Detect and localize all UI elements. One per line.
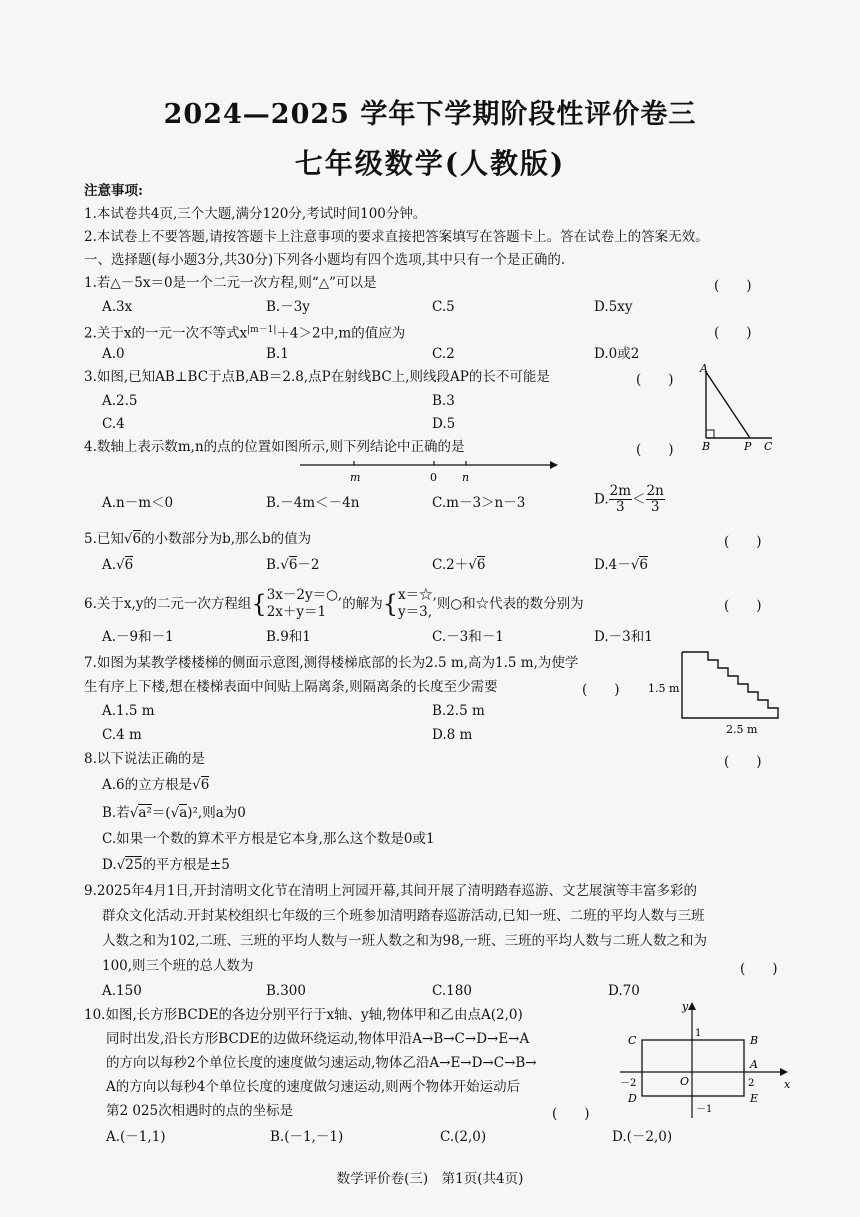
q4-option-d-prefix: D. [594, 491, 609, 508]
q1-option-d: D.5xy [594, 299, 633, 315]
q1-option-a: A.3x [102, 299, 133, 315]
q10-stem-line-4: A的方向以每秒4个单位长度的速度做匀速运动,则两个物体开始运动后 [106, 1079, 521, 1095]
q5-option-b: B.√6－2 [266, 557, 320, 573]
q9-answer-bracket: ( ) [740, 961, 778, 977]
q5-option-a: A.√6 [102, 557, 134, 573]
q10-stem-line-5: 第2 025次相遇时的点的坐标是 [106, 1103, 294, 1119]
q10-option-c: C.(2,0) [440, 1129, 487, 1145]
q10-answer-bracket: ( ) [552, 1106, 590, 1122]
q10-label-e: E [750, 1092, 759, 1105]
q5-stem-part1: 5.已知 [84, 531, 124, 547]
q5-stem-part2: 的小数部分为b,那么b的值为 [141, 531, 312, 547]
q8-b-middle: ＝( [151, 805, 171, 821]
q4-axis-m: m [350, 471, 361, 484]
q9-option-b: B.300 [266, 983, 306, 999]
q8-b-radicand-2: a [179, 805, 188, 821]
q6-option-a: A.－9和－1 [102, 629, 174, 645]
q6-answer-bracket: ( ) [724, 598, 762, 614]
q10-label-a: A [750, 1058, 758, 1071]
notice-heading: 注意事项: [84, 183, 143, 199]
q2-stem-part1: 2.关于x的一元一次不等式x [84, 325, 248, 342]
q7-staircase-figure [644, 646, 784, 738]
q8-d-radicand: 25 [125, 857, 143, 873]
notice-item-1: 1.本试卷共4页,三个大题,满分120分,考试时间100分钟。 [84, 206, 427, 222]
q4-option-b: B.－4m＜－4n [266, 495, 360, 511]
q10-tick-1: 1 [695, 1028, 702, 1039]
q8-option-c: C.如果一个数的算术平方根是它本身,那么这个数是0或1 [102, 831, 435, 847]
q10-axis-x: x [784, 1078, 791, 1091]
q8-option-a: A.6的立方根是√6 [102, 777, 210, 793]
q6-stem-part1: 6.关于x,y的二元一次方程组 [84, 596, 252, 612]
q4-option-d [594, 484, 665, 515]
q8-a-radicand: 6 [200, 777, 210, 793]
q5-radicand: 6 [132, 531, 142, 547]
q2-stem [84, 321, 405, 343]
q5-c-prefix: C.2＋ [432, 557, 469, 573]
q10-stem-line-2: 同时出发,沿长方形BCDE的边做环绕运动,物体甲沿A→B→C→D→E→A [106, 1031, 530, 1047]
q9-stem-line-3: 人数之和为102,二班、三班的平均人数与一班人数之和为98,一班、三班的平均人数与二班人数之和为 [102, 933, 708, 949]
q5-b-prefix: B. [266, 557, 281, 573]
q3-option-c: C.4 [102, 416, 125, 432]
q4-d-denominator-2: 3 [650, 499, 660, 515]
q5-c-radicand: 6 [476, 557, 486, 573]
notice-item-2: 2.本试卷上不要答题,请按答题卡上注意事项的要求直接把答案填写在答题卡上。答在试卷上的答案无效。 [84, 229, 709, 245]
q6-option-b: B.9和1 [266, 629, 311, 645]
q8-b-prefix: B.若 [102, 805, 130, 821]
q10-tick-neg2: －2 [620, 1078, 637, 1089]
q6-solution-2: y＝3, [397, 604, 432, 620]
q5-a-radicand: 6 [124, 557, 134, 573]
q4-number-line [296, 455, 562, 485]
page-title: 2024—2025 学年下学期阶段性评价卷三 [163, 99, 697, 130]
q4-d-operator: ＜ [632, 491, 646, 508]
section-heading: 一、选择题(每小题3分,共30分)下列各小题均有四个选项,其中只有一个是正确的. [84, 252, 566, 268]
q2-answer-bracket: ( ) [714, 325, 752, 341]
q5-a-prefix: A. [102, 557, 117, 573]
q10-option-d: D.(－2,0) [612, 1129, 673, 1145]
q2-option-d: D.0或2 [594, 346, 640, 362]
q3-label-p: P [744, 440, 752, 452]
q1-option-b: B.－3y [266, 299, 310, 315]
q9-option-a: A.150 [102, 983, 142, 999]
q9-option-c: C.180 [432, 983, 472, 999]
q3-option-a: A.2.5 [102, 393, 138, 409]
q7-option-d: D.8 m [432, 727, 473, 743]
q10-coordinate-figure [614, 998, 794, 1124]
q10-axis-y: y [682, 1000, 689, 1013]
q6-stem-part3: 则○和☆代表的数分别为 [436, 596, 584, 612]
q4-d-numerator-2: 2n [646, 483, 664, 499]
q9-stem-line-4: 100,则三个班的总人数为 [102, 958, 254, 974]
q2-option-a: A.0 [102, 346, 125, 362]
q5-b-suffix: －2 [297, 557, 320, 573]
q2-option-c: C.2 [432, 346, 455, 362]
q9-stem-line-2: 群众文化活动.开封某校组织七年级的三个班参加清明踏春巡游活动,已知一班、二班的平均人数与三班 [102, 908, 705, 924]
q2-option-b: B.1 [266, 346, 289, 362]
q3-option-d: D.5 [432, 416, 456, 432]
q6-solution-1: x＝☆, [397, 587, 437, 603]
q10-label-c: C [628, 1034, 637, 1047]
q10-label-d: D [628, 1092, 637, 1105]
q3-stem: 3.如图,已知AB⊥BC于点B,AB＝2.8,点P在射线BC上,则线段AP的长不可能是 [84, 369, 550, 385]
q6-option-d: D.－3和1 [594, 629, 653, 645]
q4-option-c: C.m－3＞n－3 [432, 495, 526, 511]
q7-option-c: C.4 m [102, 727, 142, 743]
q3-label-a: A [700, 362, 708, 375]
q10-option-a: A.(－1,1) [106, 1129, 166, 1145]
q7-answer-bracket: ( ) [582, 682, 620, 698]
q10-origin: O [680, 1075, 690, 1088]
q1-answer-bracket: ( ) [714, 278, 752, 294]
q7-height-label: 1.5 m [648, 682, 680, 695]
q5-d-prefix: D.4－ [594, 557, 631, 573]
q10-stem-line-3: 的方向以每秒2个单位长度的速度做匀速运动,物体乙沿A→E→D→C→B→ [106, 1055, 537, 1071]
q7-option-b: B.2.5 m [432, 703, 485, 719]
q10-tick-neg1: －1 [696, 1104, 713, 1115]
q1-stem: 1.若△－5x＝0是一个二元一次方程,则“△”可以是 [84, 275, 377, 291]
q8-answer-bracket: ( ) [724, 754, 762, 770]
q6-equation-1: 3x－2y＝○, [266, 587, 343, 603]
q4-answer-bracket: ( ) [636, 442, 674, 458]
q5-stem: 5.已知√6的小数部分为b,那么b的值为 [84, 531, 312, 547]
q7-stem-line-1: 7.如图为某教学楼楼梯的侧面示意图,测得楼梯底部的长为2.5 m,高为1.5 m,为使学 [84, 655, 579, 671]
q2-stem-part2: ＋4＞2中,m的值应为 [276, 325, 406, 342]
q4-axis-n: n [462, 471, 470, 484]
q8-stem: 8.以下说法正确的是 [84, 751, 205, 767]
q8-option-d: D.√25的平方根是±5 [102, 857, 230, 873]
q3-label-b: B [702, 440, 711, 452]
q10-stem-line-1: 10.如图,长方形BCDE的各边分别平行于x轴、y轴,物体甲和乙由点A(2,0) [84, 1007, 523, 1023]
q5-answer-bracket: ( ) [724, 534, 762, 550]
page-subtitle: 七年级数学(人教版) [294, 147, 566, 180]
q4-option-a: A.n－m＜0 [102, 495, 174, 511]
q8-b-radicand: a² [138, 805, 152, 821]
q6-equation-2: 2x＋y＝1 [266, 604, 327, 620]
q5-option-c: C.2＋√6 [432, 557, 486, 573]
page-footer: 数学评价卷(三) 第1页(共4页) [336, 1171, 524, 1187]
q1-option-c: C.5 [432, 299, 455, 315]
q5-option-d: D.4－√6 [594, 557, 648, 573]
q10-tick-2: 2 [748, 1078, 755, 1089]
q8-b-suffix: )²,则a为0 [187, 805, 246, 821]
q6-stem: 6.关于x,y的二元一次方程组{ 3x－2y＝○, 2x＋y＝1 的解为{ x＝☆, y＝3, 则○和☆代表的数分别为 [84, 587, 584, 620]
q4-d-numerator-1: 2m [609, 483, 632, 499]
q8-option-b: B.若√a²＝(√a)²,则a为0 [102, 805, 246, 821]
q5-b-radicand: 6 [288, 557, 298, 573]
q4-axis-zero: 0 [430, 471, 437, 484]
q5-d-radicand: 6 [639, 557, 648, 573]
q10-option-b: B.(－1,－1) [270, 1129, 344, 1145]
q3-option-b: B.3 [432, 393, 455, 409]
q7-width-label: 2.5 m [726, 723, 758, 736]
q8-d-suffix: 的平方根是±5 [142, 857, 230, 873]
q8-a-prefix: A.6的立方根是 [102, 777, 193, 793]
q7-option-a: A.1.5 m [102, 703, 155, 719]
q2-exponent: |m－1| [247, 325, 277, 335]
q9-stem-line-1: 9.2025年4月1日,开封清明文化节在清明上河园开幕,其间开展了清明踏春巡游、文艺展演等丰富多彩的 [84, 883, 697, 899]
q4-d-denominator-1: 3 [616, 499, 625, 515]
q3-label-c: C [764, 440, 773, 452]
q3-answer-bracket: ( ) [636, 372, 674, 388]
q8-d-prefix: D. [102, 857, 117, 873]
q4-stem: 4.数轴上表示数m,n的点的位置如图所示,则下列结论中正确的是 [84, 439, 465, 455]
q6-option-c: C.－3和－1 [432, 629, 504, 645]
q3-triangle-figure [692, 360, 782, 452]
q9-option-d: D.70 [608, 983, 640, 999]
q6-stem-part2: 的解为 [342, 596, 383, 612]
q7-stem-line-2: 生有序上下楼,想在楼梯表面中间贴上隔离条,则隔离条的长度至少需要 [84, 679, 498, 695]
q10-label-b: B [750, 1034, 759, 1047]
